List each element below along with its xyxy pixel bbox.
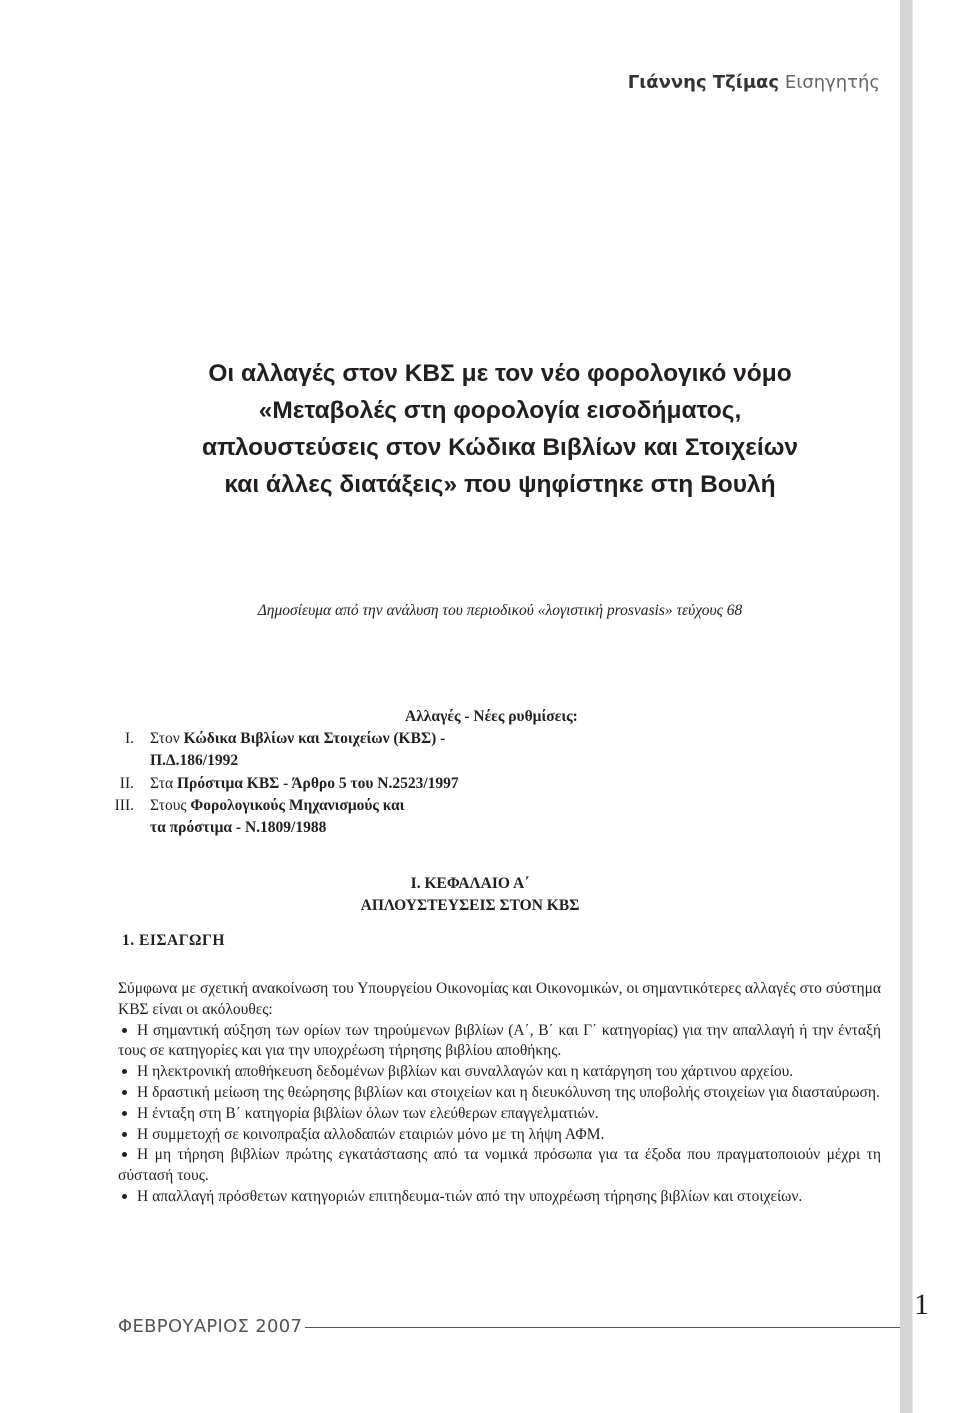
bullet-item	[118, 1125, 881, 1146]
title-line: απλουστεύσεις στον Κώδικα Βιβλίων και Στοιχείων	[201, 434, 799, 461]
change-bold: Πρόστιμα ΚΒΣ - Άρθρο 5 του Ν.2523/1997	[176, 774, 459, 792]
bullet-item	[118, 1062, 881, 1083]
bullet-icon	[122, 1069, 127, 1074]
bullet-icon	[122, 1152, 127, 1157]
section-number: 1.	[122, 932, 135, 949]
article-body	[118, 979, 881, 1208]
chapter-title: Ι. ΚΕΦΑΛΑΙΟ Α΄	[410, 875, 530, 892]
page-edge-line	[912, 0, 913, 1413]
bullet-item	[118, 1104, 881, 1125]
changes-heading: Αλλαγές - Νέες ρυθμίσεις:	[405, 708, 578, 725]
bullet-icon	[122, 1132, 127, 1137]
page-edge-bar	[900, 0, 912, 1413]
change-bold: Φορολογικούς Μηχανισμούς και	[190, 796, 405, 814]
change-number: I.	[124, 730, 134, 747]
change-text	[150, 795, 404, 817]
footer-divider	[305, 1327, 900, 1328]
article-title	[120, 355, 880, 503]
bullet-icon	[122, 1194, 127, 1199]
change-lead: Στον	[150, 730, 180, 747]
change-number: III.	[114, 796, 134, 814]
change-item	[122, 728, 682, 773]
change-number: II.	[119, 774, 134, 792]
page-number: 1	[914, 1288, 929, 1321]
change-bold: Κώδικα Βιβλίων και Στοιχείων (ΚΒΣ) -	[183, 730, 446, 747]
bullet-item	[118, 1021, 881, 1063]
bullet-icon	[122, 1028, 127, 1033]
chapter-heading	[340, 873, 600, 917]
change-continuation: Π.Δ.186/1992	[150, 752, 239, 770]
change-text	[150, 773, 459, 795]
bullet-text: Η απαλλαγή πρόσθετων κατηγοριών επιτηδευμα-τιών από την υποχρέωση τήρησης βιβλίων και στοιχείων.	[137, 1187, 803, 1205]
title-line: «Μεταβολές στη φορολογία εισοδήματος,	[258, 397, 742, 424]
change-item	[119, 773, 682, 795]
bullet-text: Η συμμετοχή σε κοινοπραξία αλλοδαπών εταιριών μόνο με τη λήψη ΑΦΜ.	[137, 1125, 605, 1143]
bullet-text: Η σημαντική αύξηση των ορίων των τηρούμενων βιβλίων (Α΄, Β΄ και Γ΄ κατηγορίας) για την απαλλαγή ή την ένταξή τους σε κατηγορίες και για την υποχρέωση τήρησης βιβλίου αποθήκης.	[118, 1021, 881, 1060]
bullet-text: Η ένταξη στη Β΄ κατηγορία βιβλίων όλων των ελεύθερων επαγγελματιών.	[137, 1104, 599, 1122]
article-subtitle: Δημοσίευμα από την ανάλυση του περιοδικού «λογιστική prosvasis» τεύχους 68	[257, 602, 743, 619]
section-heading	[122, 932, 225, 950]
change-lead: Στους	[150, 796, 187, 814]
intro-paragraph: Σύμφωνα με σχετική ανακοίνωση του Υπουργείου Οικονομίας και Οικονομικών, οι σημαντικότερες αλλαγές στο σύστημα ΚΒΣ είναι οι ακόλουθες:	[118, 980, 881, 1018]
footer-issue-date: ΦΕΒΡΟΥΑΡΙΟΣ 2007	[118, 1316, 303, 1337]
change-continuation: τα πρόστιμα - Ν.1809/1988	[150, 819, 327, 837]
bullet-text: Η μη τήρηση βιβλίων πρώτης εγκατάστασης από τα νομικά πρόσωπα για τα έξοδα που πραγματοποιούν μέχρι τη σύστασή τους.	[118, 1146, 881, 1185]
author-role: Εισηγητής	[784, 72, 880, 93]
bullet-text: Η ηλεκτρονική αποθήκευση δεδομένων βιβλίων και συναλλαγών και η κατάργηση του χάρτινου αρχείου.	[137, 1063, 794, 1081]
change-lead: Στα	[150, 774, 174, 792]
change-text	[150, 728, 445, 750]
author-line	[628, 72, 880, 93]
author-name: Γιάννης Τζίμας	[627, 72, 780, 93]
change-item	[114, 795, 682, 840]
section-title: ΕΙΣΑΓΩΓΗ	[139, 932, 225, 949]
changes-bullet-list	[118, 1021, 881, 1208]
title-line: και άλλες διατάξεις» που ψηφίστηκε στη Βουλή	[224, 471, 776, 498]
bullet-icon	[122, 1090, 127, 1095]
bullet-icon	[122, 1111, 127, 1116]
title-line: Οι αλλαγές στον ΚΒΣ με τον νέο φορολογικό νόμο	[208, 360, 792, 387]
bullet-item	[118, 1187, 881, 1208]
bullet-text: Η δραστική μείωση της θεώρησης βιβλίων και στοιχείων και η διευκόλυνση της υποβολής στοιχείων για διασταύρωση.	[137, 1083, 880, 1101]
bullet-item	[118, 1145, 881, 1187]
chapter-subtitle: ΑΠΛΟΥΣΤΕΥΣΕΙΣ ΣΤΟΝ ΚΒΣ	[360, 897, 580, 914]
changes-list	[114, 728, 682, 839]
bullet-item	[118, 1083, 881, 1104]
